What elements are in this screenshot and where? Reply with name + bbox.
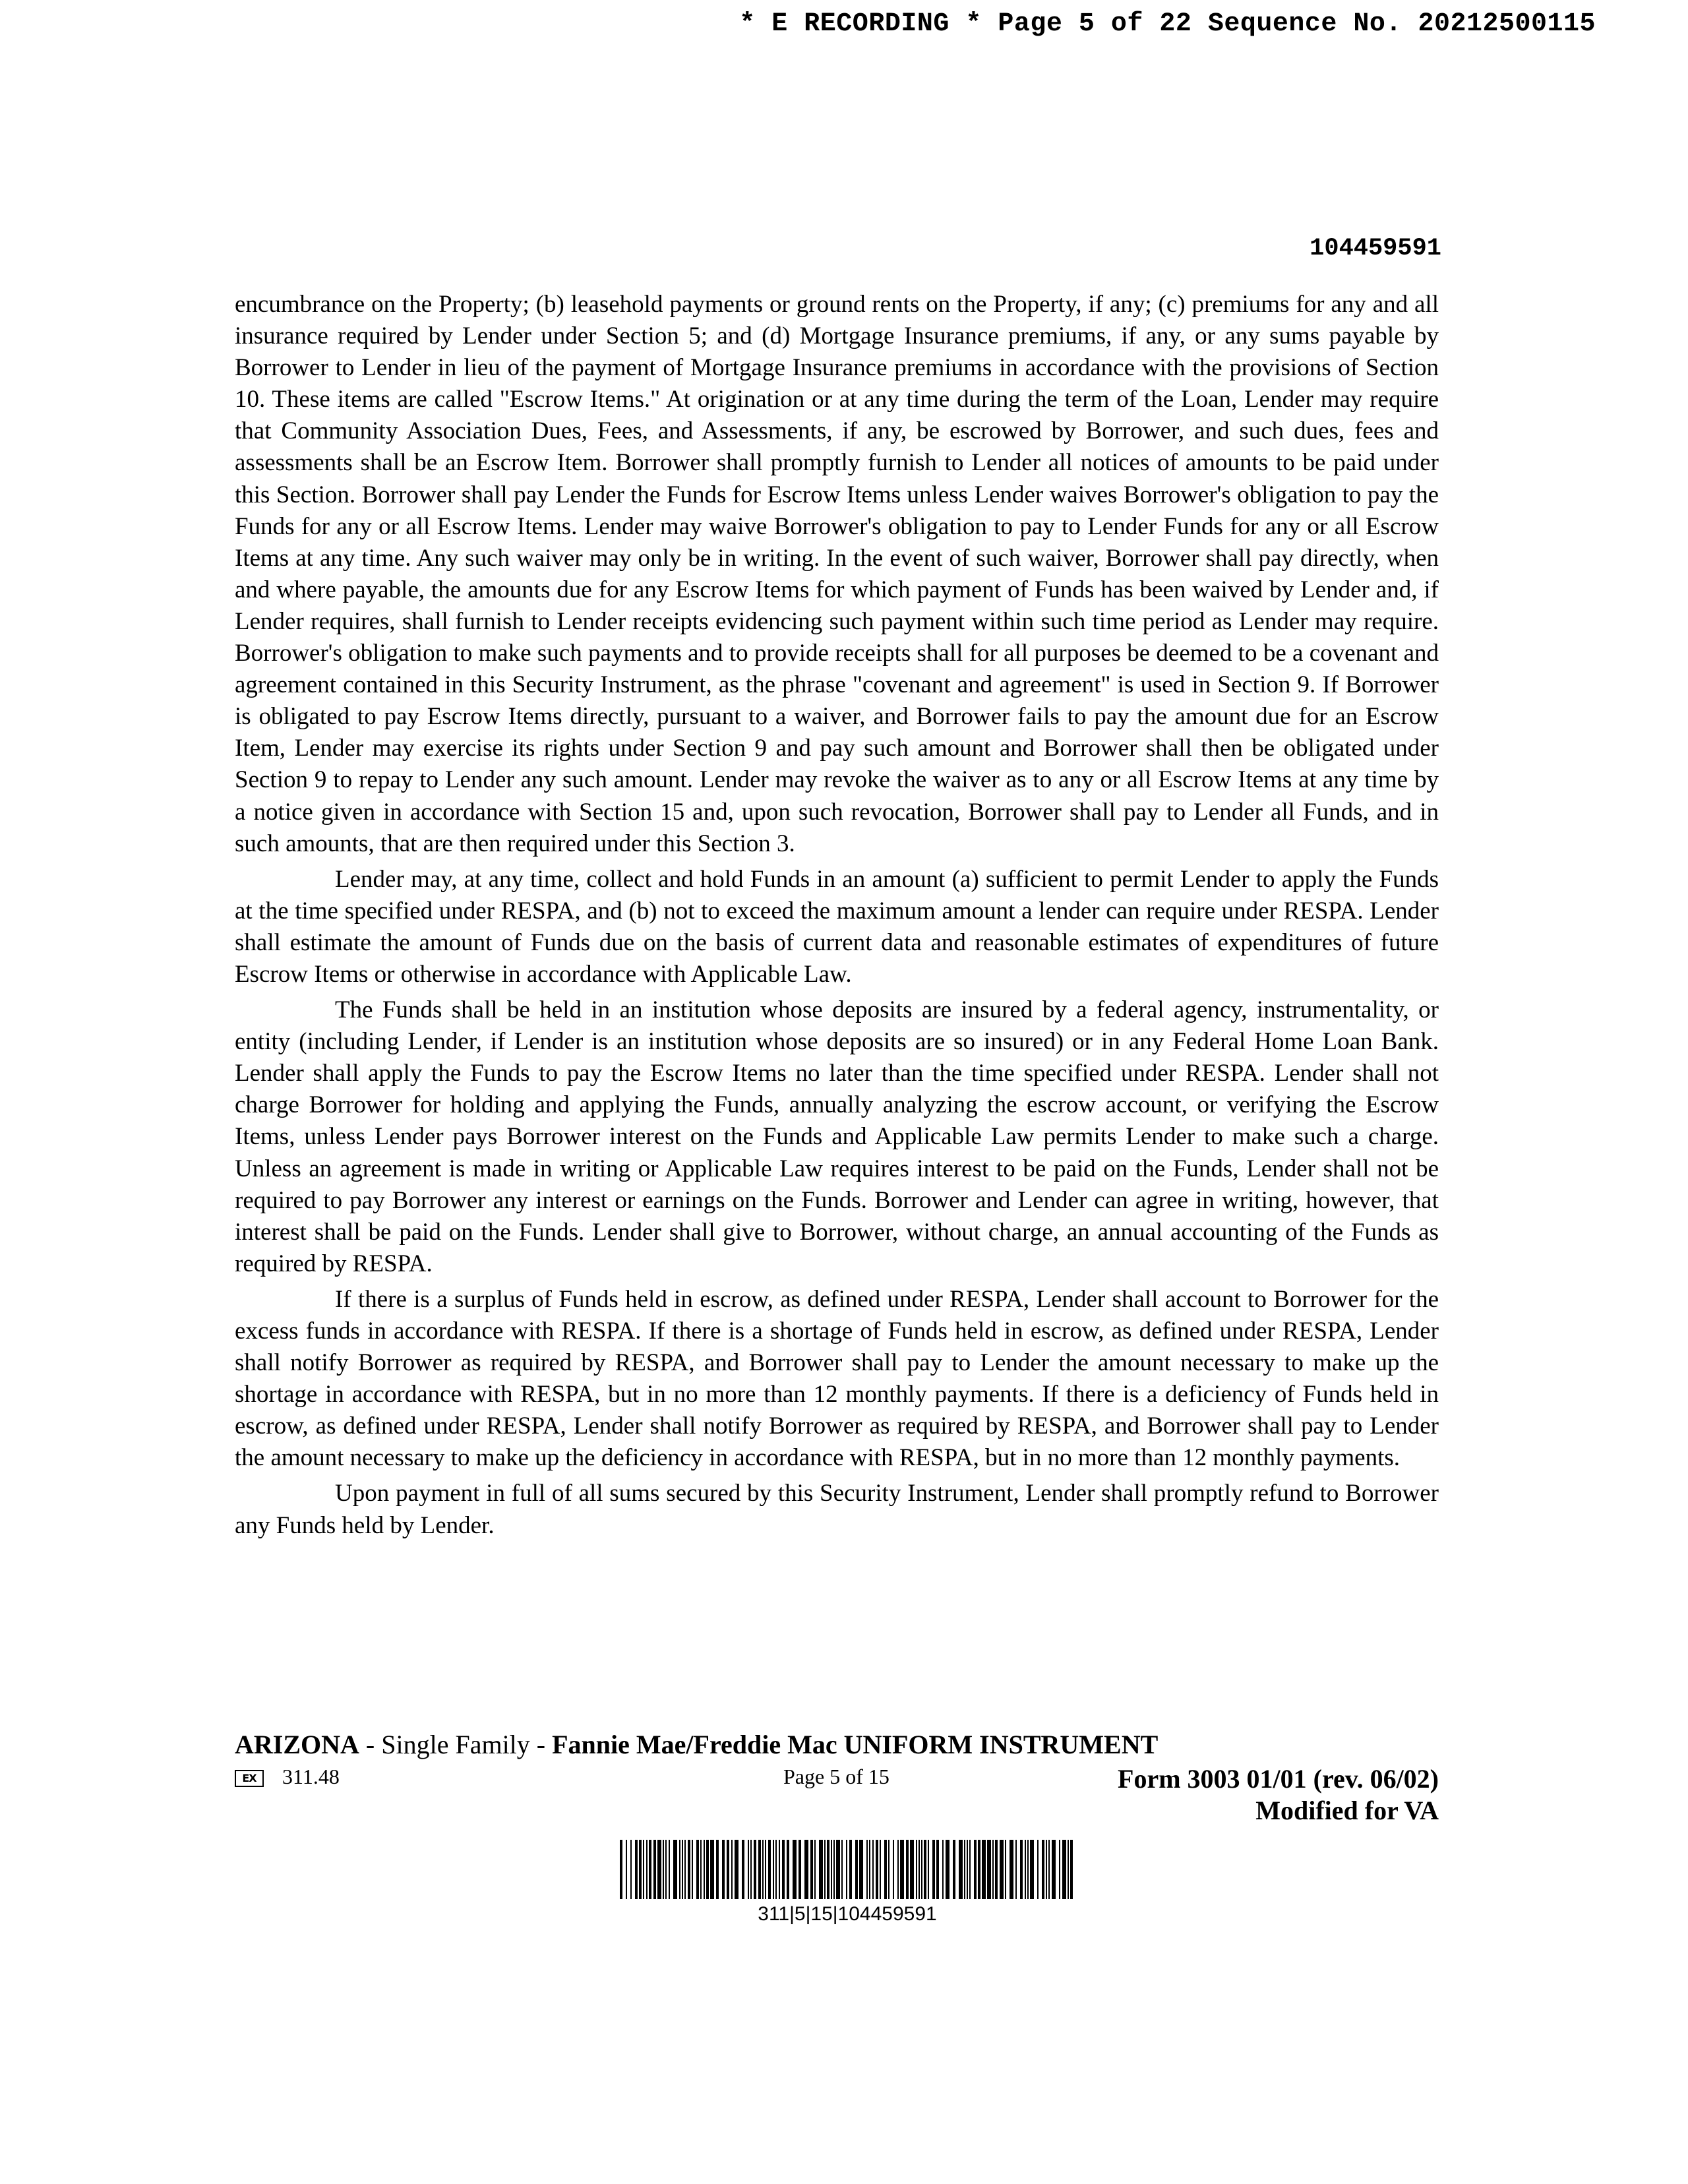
form-number-line: Form 3003 01/01 (rev. 06/02)	[1118, 1764, 1439, 1794]
form-code: 311.48	[282, 1765, 340, 1788]
ex-logo-icon: EX	[235, 1770, 264, 1787]
footer-title	[235, 1729, 1158, 1760]
footer-state: ARIZONA	[235, 1730, 359, 1759]
paragraph-escrow-items: encumbrance on the Property; (b) leasehold payments or ground rents on the Property, if any; (c) premiums for any and all insurance required by Lender under Section 5; and (d) Mortgage Insurance premiums, if any, or any sums payable by Borrower to Lender in lieu of the payment of Mortgage Insurance premiums in accordance with the provisions of Section 10. These items are called "Escrow Items." At origination or at any time during the term of the Loan, Lender may require that Community Association Dues, Fees, and Assessments, if any, be escrowed by Borrower, and such dues, fees and assessments shall be an Escrow Item. Borrower shall promptly furnish to Lender all notices of amounts to be paid under this Section. Borrower shall pay Lender the Funds for Escrow Items unless Lender waives Borrower's obligation to pay the Funds for any or all Escrow Items. Lender may waive Borrower's obligation to pay to Lender Funds for any or all Escrow Items at any time. Any such waiver may only be in writing. In the event of such waiver, Borrower shall pay directly, when and where payable, the amounts due for any Escrow Items for which payment of Funds has been waived by Lender and, if Lender requires, shall furnish to Lender receipts evidencing such payment within such time period as Lender may require. Borrower's obligation to make such payments and to provide receipts shall for all purposes be deemed to be a covenant and agreement contained in this Security Instrument, as the phrase "covenant and agreement" is used in Section 9. If Borrower is obligated to pay Escrow Items directly, pursuant to a waiver, and Borrower fails to pay the amount due for an Escrow Item, Lender may exercise its rights under Section 9 and pay such amount and Borrower shall then be obligated under Section 9 to repay to Lender any such amount. Lender may revoke the waiver as to any or all Escrow Items at any time by a notice given in accordance with Section 15 and, upon such revocation, Borrower shall pay to Lender all Funds, and in such amounts, that are then required under this Section 3.	[235, 291, 1439, 857]
document-body	[235, 289, 1439, 1546]
form-number	[1118, 1763, 1439, 1827]
paragraph-collect-funds: Lender may, at any time, collect and hold Funds in an amount (a) sufficient to permit Lender to apply the Funds at the time specified under RESPA, and (b) not to exceed the maximum amount a lender can require under RESPA. Lender shall estimate the amount of Funds due on the basis of current data and reasonable estimates of expenditures of future Escrow Items or otherwise in accordance with Applicable Law.	[235, 865, 1439, 988]
paragraph-refund: Upon payment in full of all sums secured by this Security Instrument, Lender shall promptly refund to Borrower any Funds held by Lender.	[235, 1480, 1439, 1539]
footer-instrument: Fannie Mae/Freddie Mac UNIFORM INSTRUMENT	[552, 1730, 1159, 1759]
paragraph-surplus-shortage: If there is a surplus of Funds held in escrow, as defined under RESPA, Lender shall account to Borrower for the excess funds in accordance with RESPA. If there is a shortage of Funds held in escrow, as defined under RESPA, Lender shall notify Borrower as required by RESPA, and Borrower shall pay to Lender the amount necessary to make up the shortage in accordance with RESPA, but in no more than 12 monthly payments. If there is a deficiency of Funds held in escrow, as defined under RESPA, Lender shall notify Borrower as required by RESPA, and Borrower shall pay to Lender the amount necessary to make up the deficiency in accordance with RESPA, but in no more than 12 monthly payments.	[235, 1285, 1439, 1472]
barcode-icon	[620, 1840, 1075, 1899]
paragraph-funds-held: The Funds shall be held in an institution whose deposits are insured by a federal agency, instrumentality, or entity (including Lender, if Lender is an institution whose deposits are so insured) or in any Federal Home Loan Bank. Lender shall apply the Funds to pay the Escrow Items no later than the time specified under RESPA. Lender shall not charge Borrower for holding and applying the Funds, annually analyzing the escrow account, or verifying the Escrow Items, unless Lender pays Borrower interest on the Funds and Applicable Law permits Lender to make such a charge. Unless an agreement is made in writing or Applicable Law requires interest to be paid on the Funds, Lender shall not be required to pay Borrower any interest or earnings on the Funds. Borrower and Lender can agree in writing, however, that interest shall be paid on the Funds. Lender shall give to Borrower, without charge, an annual accounting of the Funds as required by RESPA.	[235, 996, 1439, 1277]
recording-header: * E RECORDING * Page 5 of 22 Sequence No. 20212500115	[739, 9, 1596, 39]
loan-number: 104459591	[1310, 235, 1441, 262]
modified-line: Modified for VA	[1255, 1796, 1439, 1825]
footer-separator: - Single Family -	[359, 1730, 553, 1759]
page-number: Page 5 of 15	[783, 1765, 889, 1788]
footer-row	[235, 1763, 1439, 1829]
barcode-text: 311|5|15|104459591	[758, 1903, 937, 1925]
